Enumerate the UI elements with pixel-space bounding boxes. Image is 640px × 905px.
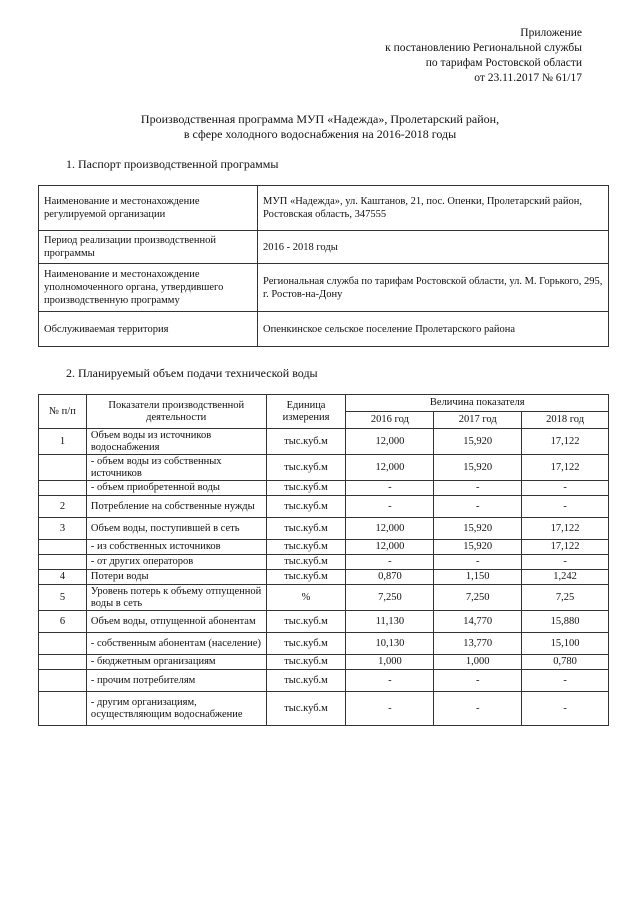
table-row xyxy=(39,692,609,726)
row-value-2016: 12,000 xyxy=(346,518,434,540)
row-value-2018: 15,100 xyxy=(522,633,609,655)
row-unit: тыс.куб.м xyxy=(266,481,346,496)
row-unit: тыс.куб.м xyxy=(266,496,346,518)
row-value-2016: 1,000 xyxy=(346,655,434,670)
row-value-2017: 7,250 xyxy=(434,585,522,611)
row-value-2018: 1,242 xyxy=(522,570,609,585)
table-row xyxy=(39,518,609,540)
appendix-header xyxy=(385,26,582,86)
header-year-2018: 2018 год xyxy=(522,412,609,429)
row-unit: тыс.куб.м xyxy=(266,670,346,692)
row-unit: % xyxy=(266,585,346,611)
header-year-2017: 2017 год xyxy=(434,412,522,429)
row-value-2018: 17,122 xyxy=(522,518,609,540)
row-unit: тыс.куб.м xyxy=(266,611,346,633)
row-value-2016: - xyxy=(346,692,434,726)
row-value-2017: 1,150 xyxy=(434,570,522,585)
row-indicator: Потери воды xyxy=(86,570,266,585)
volumes-table-body xyxy=(39,429,609,726)
row-indicator: Объем воды из источников водоснабжения xyxy=(86,429,266,455)
row-indicator: - объем воды из собственных источников xyxy=(86,455,266,481)
row-value-2017: 15,920 xyxy=(434,455,522,481)
passport-label: Обслуживаемая территория xyxy=(39,312,258,347)
row-unit: тыс.куб.м xyxy=(266,633,346,655)
row-number xyxy=(39,670,87,692)
header-row xyxy=(39,395,609,412)
row-value-2016: 0,870 xyxy=(346,570,434,585)
row-number xyxy=(39,692,87,726)
row-number: 4 xyxy=(39,570,87,585)
row-unit: тыс.куб.м xyxy=(266,429,346,455)
appendix-line: по тарифам Ростовской области xyxy=(425,57,582,69)
row-unit: тыс.куб.м xyxy=(266,692,346,726)
header-indicator: Показатели производственной деятельности xyxy=(86,395,266,429)
table-row xyxy=(39,429,609,455)
row-value-2018: 17,122 xyxy=(522,455,609,481)
passport-row xyxy=(39,312,609,347)
row-value-2016: - xyxy=(346,670,434,692)
header-year-2016: 2016 год xyxy=(346,412,434,429)
passport-value: МУП «Надежда», ул. Каштанов, 21, пос. Опенки, Пролетарский район, Ростовская область, 347555 xyxy=(258,186,609,231)
appendix-line: к постановлению Региональной службы xyxy=(385,42,582,54)
passport-value: Опенкинское сельское поселение Пролетарского района xyxy=(258,312,609,347)
table-row xyxy=(39,585,609,611)
row-indicator: - от других операторов xyxy=(86,555,266,570)
passport-row xyxy=(39,231,609,264)
row-value-2018: - xyxy=(522,555,609,570)
header-unit: Единица измерения xyxy=(266,395,346,429)
row-indicator: - бюджетным организациям xyxy=(86,655,266,670)
row-indicator: - прочим потребителям xyxy=(86,670,266,692)
row-value-2017: - xyxy=(434,496,522,518)
row-indicator: Объем воды, отпущенной абонентам xyxy=(86,611,266,633)
row-unit: тыс.куб.м xyxy=(266,455,346,481)
row-value-2018: 0,780 xyxy=(522,655,609,670)
row-value-2017: - xyxy=(434,692,522,726)
title-line: Производственная программа МУП «Надежда», Пролетарский район, xyxy=(140,112,500,126)
row-value-2016: 12,000 xyxy=(346,540,434,555)
row-value-2017: 13,770 xyxy=(434,633,522,655)
row-indicator: - собственным абонентам (население) xyxy=(86,633,266,655)
row-value-2016: - xyxy=(346,555,434,570)
volumes-table xyxy=(38,394,609,726)
section-2-heading: 2. Планируемый объем подачи технической воды xyxy=(66,366,318,380)
row-indicator: Потребление на собственные нужды xyxy=(86,496,266,518)
section-1-heading: 1. Паспорт производственной программы xyxy=(66,157,279,171)
document-title xyxy=(0,112,640,142)
passport-table xyxy=(38,185,609,347)
table-row xyxy=(39,496,609,518)
row-number xyxy=(39,481,87,496)
appendix-line: от 23.11.2017 № 61/17 xyxy=(474,72,582,84)
row-indicator: - из собственных источников xyxy=(86,540,266,555)
table-row xyxy=(39,655,609,670)
table-row xyxy=(39,633,609,655)
header-num: № п/п xyxy=(39,395,87,429)
passport-row xyxy=(39,186,609,231)
row-value-2017: 1,000 xyxy=(434,655,522,670)
passport-label: Наименование и местонахождение регулируемой организации xyxy=(39,186,258,231)
row-unit: тыс.куб.м xyxy=(266,518,346,540)
row-value-2018: 7,25 xyxy=(522,585,609,611)
row-number: 3 xyxy=(39,518,87,540)
row-value-2016: 12,000 xyxy=(346,429,434,455)
row-number: 1 xyxy=(39,429,87,455)
row-value-2018: 17,122 xyxy=(522,540,609,555)
row-value-2016: 7,250 xyxy=(346,585,434,611)
row-value-2017: 14,770 xyxy=(434,611,522,633)
row-indicator: - другим организациям, осуществляющим водоснабжение xyxy=(86,692,266,726)
row-value-2017: - xyxy=(434,555,522,570)
row-number: 2 xyxy=(39,496,87,518)
row-unit: тыс.куб.м xyxy=(266,655,346,670)
row-value-2018: - xyxy=(522,670,609,692)
row-indicator: Объем воды, поступившей в сеть xyxy=(86,518,266,540)
row-number xyxy=(39,555,87,570)
row-unit: тыс.куб.м xyxy=(266,570,346,585)
row-value-2017: - xyxy=(434,670,522,692)
row-value-2018: - xyxy=(522,481,609,496)
row-number xyxy=(39,633,87,655)
row-unit: тыс.куб.м xyxy=(266,540,346,555)
table-row xyxy=(39,455,609,481)
row-indicator: Уровень потерь к объему отпущенной воды в сеть xyxy=(86,585,266,611)
passport-row xyxy=(39,264,609,312)
row-value-2016: - xyxy=(346,496,434,518)
passport-value: 2016 - 2018 годы xyxy=(258,231,609,264)
row-number: 5 xyxy=(39,585,87,611)
row-value-2017: 15,920 xyxy=(434,540,522,555)
table-row xyxy=(39,540,609,555)
row-value-2018: - xyxy=(522,692,609,726)
table-row xyxy=(39,481,609,496)
table-row xyxy=(39,555,609,570)
row-number xyxy=(39,655,87,670)
row-value-2017: - xyxy=(434,481,522,496)
row-number: 6 xyxy=(39,611,87,633)
passport-label: Период реализации производственной программы xyxy=(39,231,258,264)
row-value-2016: - xyxy=(346,481,434,496)
row-value-2016: 10,130 xyxy=(346,633,434,655)
table-row xyxy=(39,570,609,585)
table-row xyxy=(39,670,609,692)
row-value-2018: 17,122 xyxy=(522,429,609,455)
row-value-2017: 15,920 xyxy=(434,429,522,455)
header-value-group: Величина показателя xyxy=(346,395,609,412)
appendix-line: Приложение xyxy=(520,27,582,39)
row-number xyxy=(39,455,87,481)
title-line: в сфере холодного водоснабжения на 2016-2018 годы xyxy=(183,127,457,141)
row-value-2018: - xyxy=(522,496,609,518)
row-value-2018: 15,880 xyxy=(522,611,609,633)
row-value-2016: 11,130 xyxy=(346,611,434,633)
table-row xyxy=(39,611,609,633)
passport-value: Региональная служба по тарифам Ростовской области, ул. М. Горького, 295, г. Ростов-на-Дону xyxy=(258,264,609,312)
row-unit: тыс.куб.м xyxy=(266,555,346,570)
row-value-2016: 12,000 xyxy=(346,455,434,481)
row-number xyxy=(39,540,87,555)
row-value-2017: 15,920 xyxy=(434,518,522,540)
passport-label: Наименование и местонахождение уполномоченного органа, утвердившего производственную программу xyxy=(39,264,258,312)
row-indicator: - объем приобретенной воды xyxy=(86,481,266,496)
